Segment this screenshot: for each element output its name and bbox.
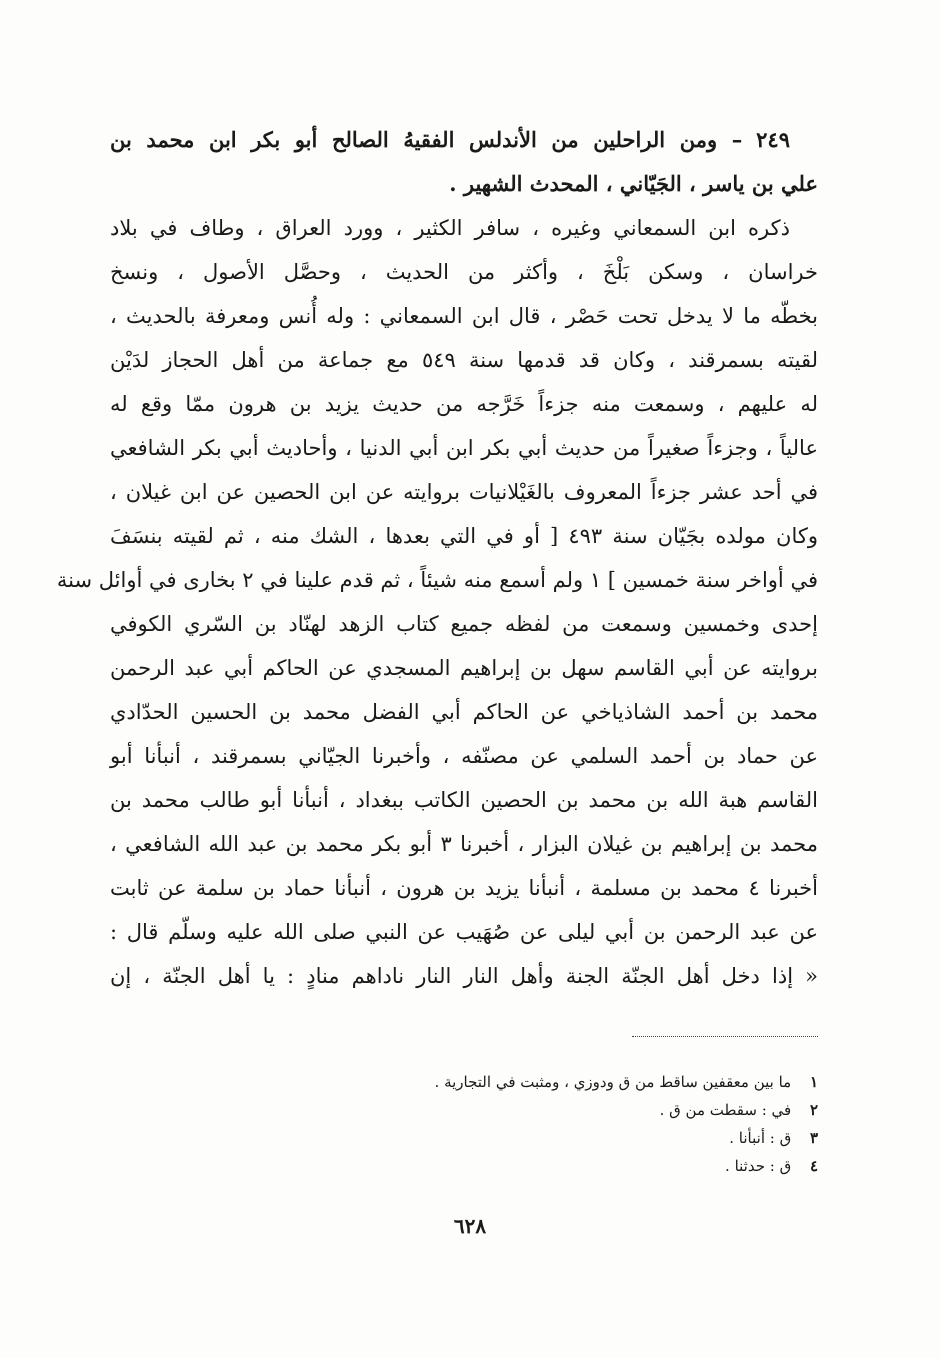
footnote-text: ق : أنبأنا . <box>729 1129 792 1147</box>
footnote-separator <box>632 1036 818 1037</box>
body-line: ذكره ابن السمعاني وغيره ، سافر الكثير ، وورد العراق ، وطاف في بلاد <box>110 216 790 240</box>
body-line: في أحد عشر جزءاً المعروف بالغَيْلانيات بروايته عن ابن الحصين عن ابن غيلان ، <box>110 480 818 504</box>
body-line: عن عبد الرحمن بن أبي ليلى عن صُهَيب عن النبي صلى الله عليه وسلّم قال : <box>110 920 818 944</box>
footnote-text: في : سقطت من ق . <box>659 1101 792 1119</box>
entry-heading-line-1 <box>110 118 818 162</box>
footnote-number: ٣ <box>809 1129 818 1147</box>
footnote-text: ق : حدثنا . <box>725 1157 792 1175</box>
body-line: عن حماد بن أحمد السلمي عن مصنّفه ، وأخبرنا الجيّاني بسمرقند ، أنبأنا أبو <box>110 744 818 768</box>
footnote-item <box>258 1068 818 1096</box>
body-line: في أواخر سنة خمسين ] ١ ولم أسمع منه شيئاً ، ثم قدم علينا في ٢ بخارى في أوائل سنة <box>56 568 818 592</box>
entry-heading-text: – ومن الراحلين من الأندلس الفقيهُ الصالح أبو بكر ابن محمد بن <box>110 127 743 152</box>
body-line: « إذا دخل أهل الجنّة الجنة وأهل النار النار ناداهم منادٍ : يا أهل الجنّة ، إن <box>110 964 818 988</box>
footnote-number: ٤ <box>809 1157 818 1175</box>
body-line: أخبرنا ٤ محمد بن مسلمة ، أنبأنا يزيد بن هرون ، أنبأنا حماد بن سلمة عن ثابت <box>110 876 818 900</box>
footnote-number: ٢ <box>809 1101 818 1119</box>
footnote-item <box>258 1152 818 1180</box>
body-line: إحدى وخمسين وسمعت من لفظه جميع كتاب الزهد لهنّاد بن السّري الكوفي <box>110 612 818 636</box>
footnote-text: ما بين معقفين ساقط من ق ودوزي ، ومثبت في التجارية . <box>434 1073 792 1091</box>
footnote-item <box>258 1124 818 1152</box>
body-line: بروايته عن أبي القاسم سهل بن إبراهيم المسجدي عن الحاكم أبي عبد الرحمن <box>110 656 818 680</box>
body-line: بخطّه ما لا يدخل تحت حَصْر ، قال ابن السمعاني : وله أُنس ومعرفة بالحديث ، <box>110 304 818 328</box>
body-line: عالياً ، وجزءاً صغيراً من حديث أبي بكر ابن أبي الدنيا ، وأحاديث أبي بكر الشافعي <box>110 436 818 460</box>
body-line: خراسان ، وسكن بَلْخَ ، وأكثر من الحديث ، وحصَّل الأصول ، ونسخ <box>110 260 818 284</box>
footnote-number: ١ <box>809 1073 818 1091</box>
footnote-item <box>258 1096 818 1124</box>
entry-number: ٢٤٩ <box>756 127 790 152</box>
footnotes <box>258 1068 818 1180</box>
body-line: له عليهم ، وسمعت منه جزءاً خَرَّجه من حديث يزيد بن هرون ممّا وقع له <box>110 392 818 416</box>
body-line: محمد بن أحمد الشاذياخي عن الحاكم أبي الفضل محمد بن الحسين الحدّادي <box>110 700 818 724</box>
body-line: لقيته بسمرقند ، وكان قد قدمها سنة ٥٤٩ مع جماعة من أهل الحجاز لدَيْن <box>110 348 818 372</box>
entry-heading-line-2: علي بن ياسر ، الجَيّاني ، المحدث الشهير . <box>449 171 818 196</box>
main-text-block <box>56 118 818 998</box>
body-line: القاسم هبة الله بن محمد بن الحصين الكاتب ببغداد ، أنبأنا أبو طالب محمد بن <box>110 788 818 812</box>
page-number: ٦٢٨ <box>453 1214 487 1238</box>
body-line: محمد بن إبراهيم بن غيلان البزار ، أخبرنا ٣ أبو بكر محمد بن عبد الله الشافعي ، <box>110 832 818 856</box>
body-line: وكان مولده بجَيّان سنة ٤٩٣ [ أو في التي بعدها ، الشك منه ، ثم لقيته بنسَفَ <box>110 524 818 548</box>
